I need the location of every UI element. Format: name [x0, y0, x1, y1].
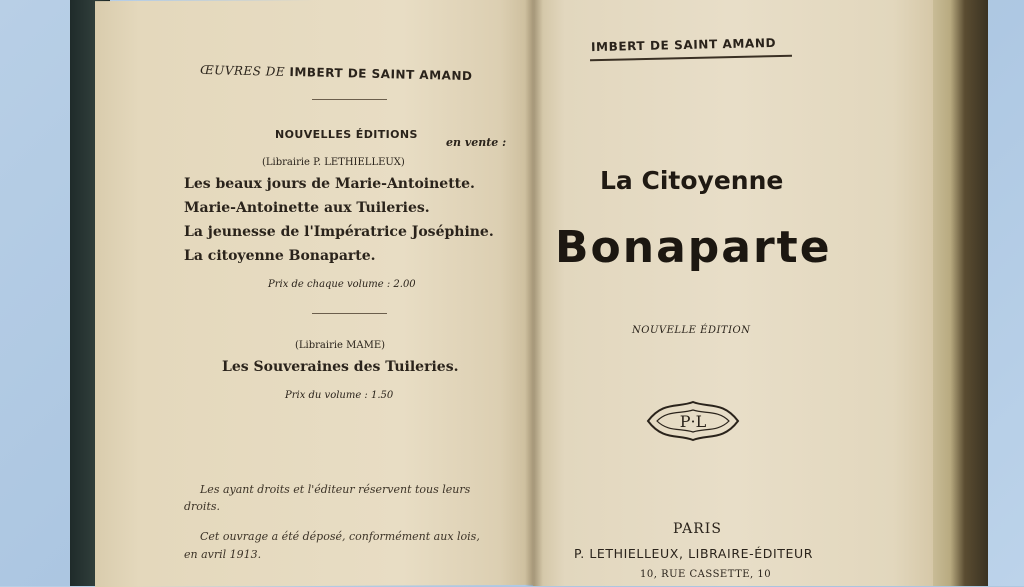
- publisher-address: 10, RUE CASSETTE, 10: [640, 569, 772, 580]
- left-page: [95, 0, 535, 587]
- nouvelle-edition-label: NOUVELLE ÉDITION: [632, 325, 751, 336]
- author-header: IMBERT DE SAINT AMAND: [590, 35, 777, 55]
- title-line-1: La Citoyenne: [600, 166, 784, 195]
- nouvelles-editions-label: NOUVELLES ÉDITIONS: [275, 128, 418, 141]
- deposit-line-1: Cet ouvrage a été déposé, conformément aux lois,: [200, 530, 480, 543]
- title-list-item-1: Les beaux jours de Marie-Antoinette.: [184, 176, 475, 192]
- publisher-name: P. LETHIELLEUX, LIBRAIRE-ÉDITEUR: [574, 546, 814, 561]
- librairie-lethielleux-note: (Librairie P. LETHIELLEUX): [262, 157, 405, 168]
- librairie-mame-note: (Librairie MAME): [295, 340, 386, 351]
- deposit-line-2: en avril 1913.: [184, 548, 262, 561]
- title-list-item-4: La citoyenne Bonaparte.: [184, 248, 376, 264]
- publisher-monogram: [643, 396, 743, 446]
- book-gutter: [525, 0, 543, 586]
- title-list-item-2: Marie-Antoinette aux Tuileries.: [184, 200, 430, 216]
- monogram-letters: P·L: [679, 412, 707, 431]
- souveraines-title: Les Souveraines des Tuileries.: [222, 359, 459, 375]
- oeuvres-prefix: ŒUVRES DE: [199, 62, 286, 79]
- rights-line-2: droits.: [184, 500, 221, 513]
- left-rule-1: [312, 99, 387, 100]
- rights-line-1: Les ayant droits et l'éditeur réservent tous leurs: [200, 483, 471, 496]
- publication-city: PARIS: [673, 521, 722, 537]
- title-list-item-3: La jeunesse de l'Impératrice Joséphine.: [184, 224, 494, 240]
- oeuvres-author: IMBERT DE SAINT AMAND: [289, 64, 473, 84]
- en-vente-label: en vente :: [446, 136, 507, 149]
- right-page: [533, 0, 933, 586]
- prix-chaque-volume: Prix de chaque volume : 2.00: [268, 279, 416, 290]
- book-cover-right: [930, 0, 988, 586]
- prix-du-volume: Prix du volume : 1.50: [285, 390, 394, 401]
- title-line-2: Bonaparte: [555, 222, 832, 273]
- left-rule-2: [312, 313, 387, 314]
